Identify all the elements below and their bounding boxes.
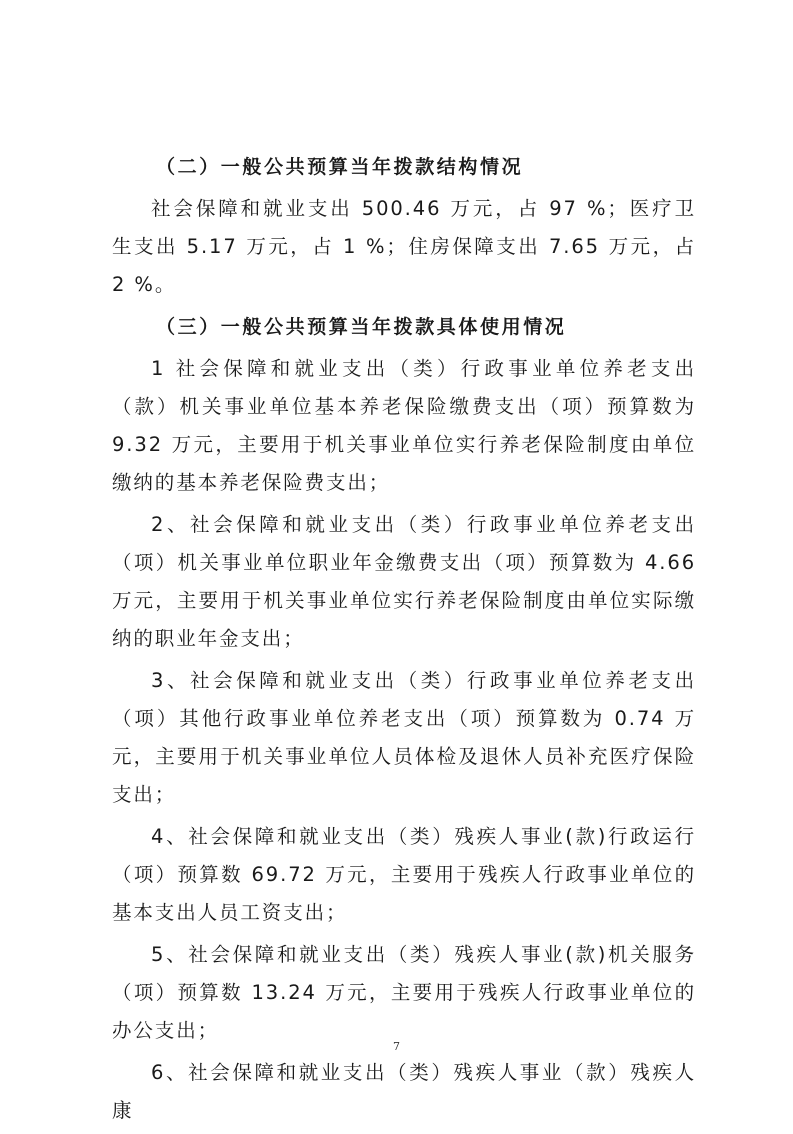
list-item: 1 社会保障和就业支出（类）行政事业单位养老支出（款）机关事业单位基本养老保险缴费支出（项）预算数为 9.32 万元，主要用于机关事业单位实行养老保险制度由单位缴纳的基本养老保险费支出；: [112, 357, 696, 494]
document-body: [112, 148, 696, 1134]
section-heading-budget-structure: （二）一般公共预算当年拨款结构情况: [156, 156, 524, 178]
list-item: 3、社会保障和就业支出（类）行政事业单位养老支出（项）其他行政事业单位养老支出（项）预算数为 0.74 万元，主要用于机关事业单位人员体检及退休人员补充医疗保险支出；: [112, 669, 696, 806]
section-heading-budget-usage: （三）一般公共预算当年拨款具体使用情况: [156, 316, 567, 338]
page-number: 7: [393, 1040, 400, 1053]
paragraph-budget-structure: 社会保障和就业支出 500.46 万元，占 97 %；医疗卫生支出 5.17 万元，占 1 %；住房保障支出 7.65 万元，占 2 %。: [112, 197, 696, 296]
list-item: 4、社会保障和就业支出（类）残疾人事业(款)行政运行（项）预算数 69.72 万元，主要用于残疾人行政事业单位的基本支出人员工资支出；: [112, 825, 696, 924]
list-item: 2、社会保障和就业支出（类）行政事业单位养老支出（项）机关事业单位职业年金缴费支出（项）预算数为 4.66 万元，主要用于机关事业单位实行养老保险制度由单位实际缴纳的职业年金支出；: [112, 513, 696, 650]
list-item: 5、社会保障和就业支出（类）残疾人事业(款)机关服务（项）预算数 13.24 万元，主要用于残疾人行政事业单位的办公支出；: [112, 943, 696, 1042]
list-item: 6、社会保障和就业支出（类）残疾人事业（款）残疾人康: [112, 1061, 696, 1122]
